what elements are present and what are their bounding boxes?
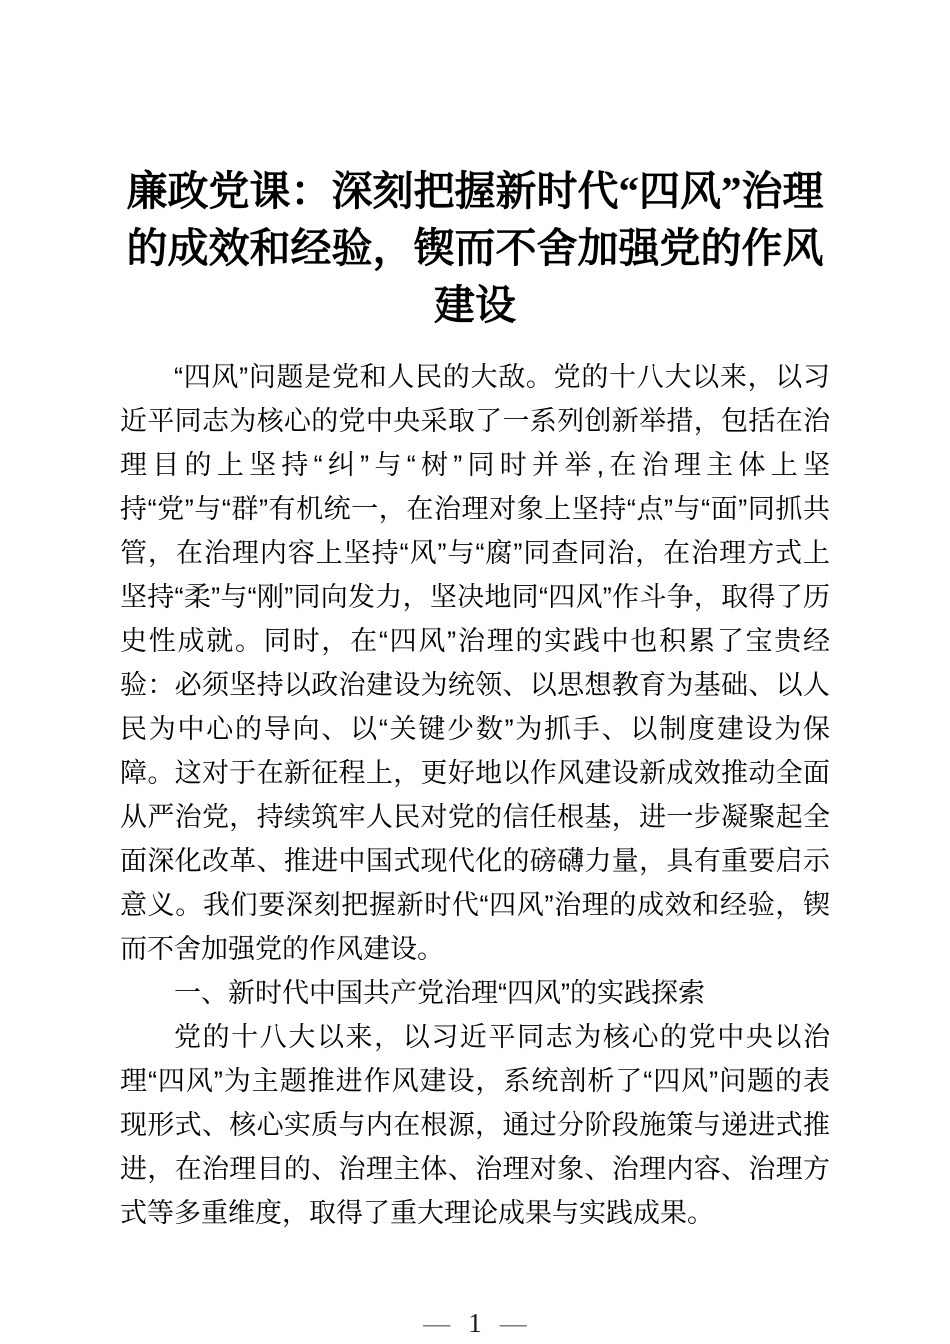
paragraph-section-1: 党的十八大以来，以习近平同志为核心的党中央以治理“四风”为主题推进作风建设，系统剖析了“四风”问题的表现形式、核心实质与内在根源，通过分阶段施策与递进式推进，在治理目的、治理主体、治理对象、治理内容、治理方式等多重维度，取得了重大理论成果与实践成果。 [120, 1022, 830, 1228]
page-number-dash-left: — [423, 1308, 451, 1338]
document-body [120, 355, 830, 1235]
document-title: 廉政党课：深刻把握新时代“四风”治理的成效和经验，锲而不舍加强党的作风建设 [126, 168, 824, 328]
page-number-dash-right: — [499, 1308, 527, 1338]
page-footer [0, 1308, 950, 1338]
page-number-value: 1 [468, 1308, 482, 1338]
section-heading-1: 一、新时代中国共产党治理“四风”的实践探索 [174, 978, 705, 1008]
paragraph-intro: “四风”问题是党和人民的大敌。党的十八大以来，以习近平同志为核心的党中央采取了一系列创新举措，包括在治理目的上坚持“纠”与“树”同时并举,在治理主体上坚持“党”与“群”有机统一，在治理对象上坚持“点”与“面”同抓共管，在治理内容上坚持“风”与“腐”同查同治，在治理方式上坚持“柔”与“刚”同向发力，坚决地同“四风”作斗争，取得了历史性成就。同时，在“四风”治理的实践中也积累了宝贵经验：必须坚持以政治建设为统领、以思想教育为基础、以人民为中心的导向、以“关键少数”为抓手、以制度建设为保障。这对于在新征程上，更好地以作风建设新成效推动全面从严治党，持续筑牢人民对党的信任根基，进一步凝聚起全面深化改革、推进中国式现代化的磅礴力量，具有重要启示意义。我们要深刻把握新时代“四风”治理的成效和经验，锲而不舍加强党的作风建设。 [120, 362, 830, 964]
